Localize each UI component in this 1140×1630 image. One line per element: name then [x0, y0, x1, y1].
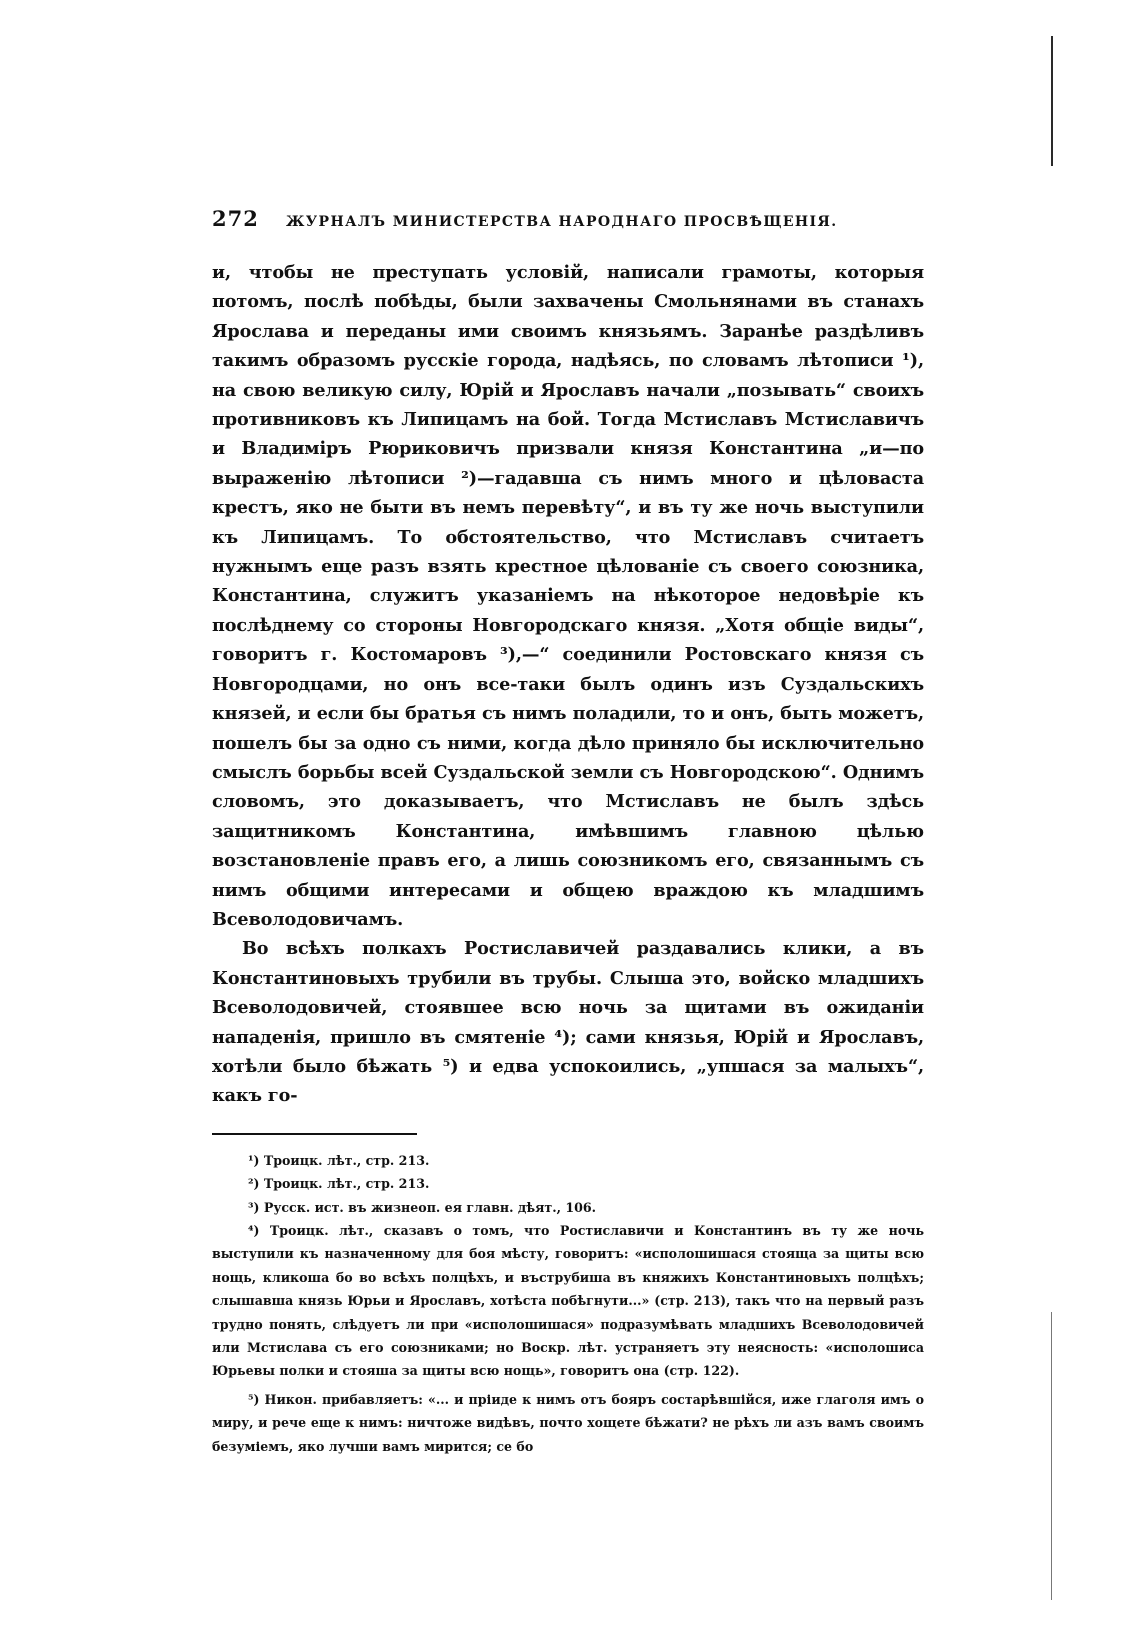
main-text [212, 258, 924, 1111]
paragraph: и, чтобы не преступать условій, написали грамоты, которыя потомъ, послѣ побѣды, были захвачены Смольнянами въ станахъ Ярослава и переданы ими своимъ князьямъ. Заранѣе раздѣливъ такимъ образомъ русскіе города, надѣясь, по словамъ лѣтописи ¹), на свою великую силу, Юрій и Ярославъ начали „позывать“ своихъ противниковъ къ Липицамъ на бой. Тогда Мстиславъ Мстиславичъ и Владиміръ Рюриковичъ призвали князя Константина „и—по выраженію лѣтописи ²)—гадавша съ нимъ много и цѣловаста крестъ, яко не быти въ немъ перевѣту“, и въ ту же ночь выступили къ Липицамъ. То обстоятельство, что Мстиславъ считаетъ нужнымъ еще разъ взять крестное цѣлованіе съ своего союзника, Константина, служитъ указаніемъ на нѣкоторое недовѣріе къ послѣднему со стороны Новгородскаго князя. „Хотя общіе виды“, говоритъ г. Костомаровъ ³),—“ соединили Ростовскаго князя съ Новгородцами, но онъ все-таки былъ одинъ изъ Суздальскихъ князей, и если бы братья съ нимъ поладили, то и онъ, быть можетъ, пошелъ бы за одно съ ними, когда дѣло приняло бы исключительно смыслъ борьбы всей Суздальской земли съ Новгородскою“. Однимъ словомъ, это доказываетъ, что Мстиславъ не былъ здѣсь защитникомъ Константина, имѣвшимъ главною цѣлью возстановленіе правъ его, а лишь союзникомъ его, связаннымъ съ нимъ общими интересами и общею враждою къ младшимъ Всеволодовичамъ. [212, 262, 924, 930]
scan-edge-line-bottom [1051, 1312, 1052, 1600]
book-page [212, 206, 924, 1458]
page-number: 272 [212, 206, 259, 231]
scan-edge-line-top [1051, 36, 1053, 166]
footnote: ¹) Троицк. лѣт., стр. 213. [248, 1152, 430, 1168]
paragraph: Во всѣхъ полкахъ Ростиславичей раздавались клики, а въ Константиновыхъ трубили въ трубы. Слыша это, войско младшихъ Всеволодовичей, стоявшее всю ночь за щитами въ ожиданіи нападенія, пришло въ смятеніе ⁴); сами князья, Юрій и Ярославъ, хотѣли было бѣжать ⁵) и едва успокоились, „упшася за малыхъ“, какъ го- [212, 938, 924, 1107]
running-title: ЖУРНАЛЪ МИНИСТЕРСТВА НАРОДНАГО ПРОСВѢЩЕНІЯ. [286, 214, 838, 230]
footnote: ⁵) Никон. прибавляетъ: «... и пріиде к нимъ отъ бояръ состарѣвшійся, иже глаголя имъ о миру, и рече еще к нимъ: ничтоже видѣвъ, почто хощете бѣжати? не рѣхъ ли азъ вамъ своимъ безуміемъ, яко лучши вамъ мирится; се бо [212, 1391, 924, 1454]
footnotes [212, 1149, 924, 1458]
page-header [212, 206, 924, 238]
footnote: ³) Русск. ист. въ жизнеоп. ея главн. дѣят., 106. [248, 1199, 597, 1215]
footnote: ⁴) Троицк. лѣт., сказавъ о томъ, что Ростиславичи и Константинъ въ ту же ночь выступили къ назначенному для боя мѣсту, говоритъ: «исполошишася стояща за щиты всю нощь, кликоша бо во всѣхъ полцѣхъ, и въструбиша въ княжихъ Константиновыхъ полцѣхъ; слышавша князь Юрьи и Ярославъ, хотѣста побѣгнути...» (стр. 213), такъ что на первый разъ трудно понять, слѣдуетъ ли при «исполошишася» подразумѣвать младшихъ Всеволодовичей или Мстислава съ его союзниками; но Воскр. лѣт. устраняетъ эту неясность: «исполошиса Юрьевы полки и стояша за щиты всю нощь», говоритъ она (стр. 122). [212, 1223, 924, 1379]
footnote-rule [212, 1133, 417, 1135]
footnote: ²) Троицк. лѣт., стр. 213. [248, 1176, 430, 1192]
